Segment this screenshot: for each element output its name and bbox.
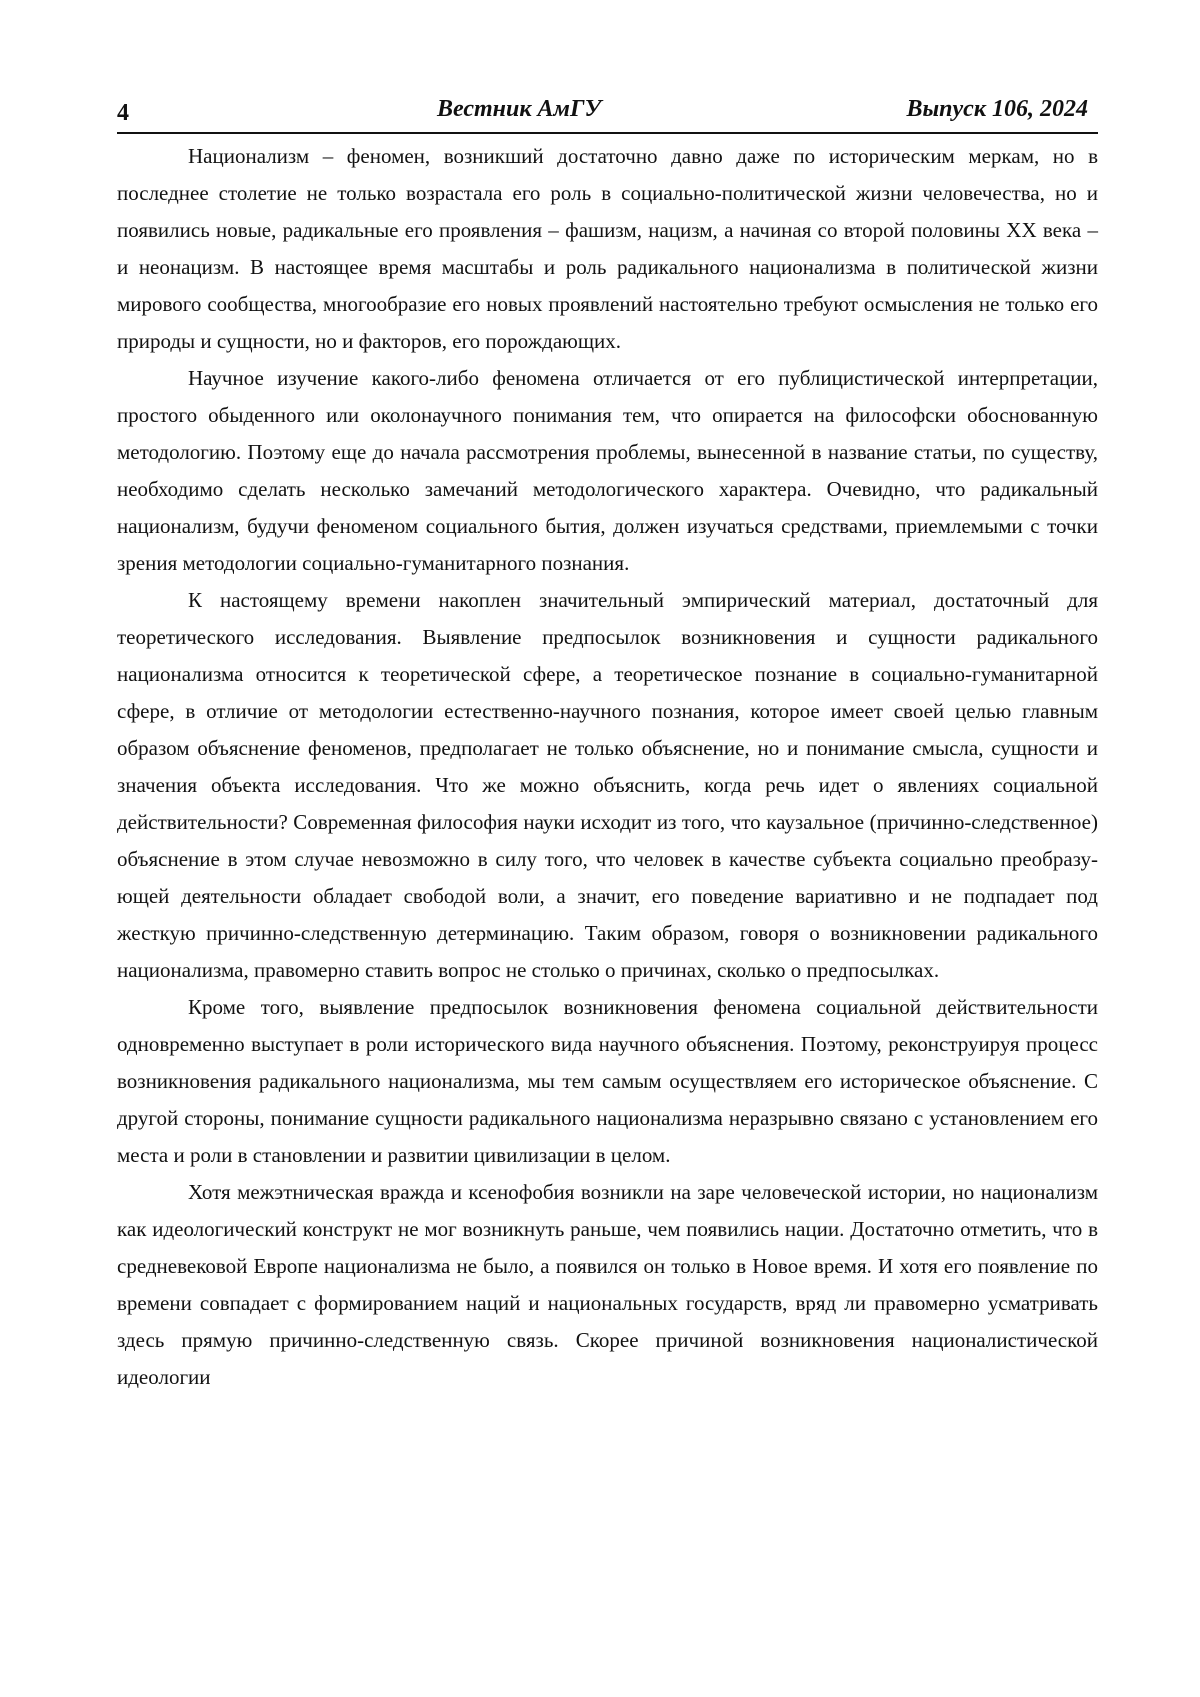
running-header (117, 88, 1098, 134)
paragraph: Хотя межэтническая вражда и ксенофобия возникли на заре человеческой истории, но национализм как идеологический конструкт не мог возникнуть раньше, чем появились нации. Достаточно отметить, что в средневековой Европе национализма не было, а появился он только в Новое время. И хотя его появление по времени совпадает с формированием наций и национальных государств, вряд ли правомерно усматривать здесь прямую причинно-следственную связь. Скорее причиной возникновения националистической идеологии (117, 1180, 1098, 1389)
document-page (117, 88, 1098, 1396)
paragraph: К настоящему времени накоплен значительный эмпирический материал, достаточный для теоретического исследования. Выявление предпосылок возникновения и сущности радикального национализма относится к теоретической сфере, а теоретическое познание в социально-гуманитарной сфере, в отличие от методологии естественно-научного познания, которое имеет своей целью главным образом объяснение феноменов, предполагает не только объяснение, но и понимание смысла, сущности и значения объекта исследования. Что же можно объяснить, когда речь идет о явлениях социальной действительности? Современная философия науки исходит из того, что каузальное (причинно-следственное) объяснение в этом случае невозможно в силу того, что человек в качестве субъекта социально преобразующей деятельности обладает свободой воли, а значит, его поведение вариативно и не подпадает под жесткую причинно-следственную детерминацию. Таким образом, говоря о возникновении радикального национализма, правомерно ставить вопрос не столько о причинах, сколько о предпосылках. (117, 588, 1098, 982)
paragraph: Кроме того, выявление предпосылок возникновения феномена социальной действительности одновременно выступает в роли исторического вида научного объяснения. Поэтому, реконструируя процесс возникновения радикального национализма, мы тем самым осуществляем его историческое объяснение. С другой стороны, понимание сущности радикального национализма неразрывно связано с установлением его места и роли в становлении и развитии цивилизации в целом. (117, 995, 1098, 1167)
page-number: 4 (117, 100, 129, 126)
issue-info: Выпуск 106, 2024 (906, 96, 1088, 122)
paragraph: Национализм – феномен, возникший достаточно давно даже по историческим меркам, но в последнее столетие не только возрастала его роль в социально-политической жизни человечества, но и появились новые, радикальные его проявления – фашизм, нацизм, а начиная со второй половины XX века – и неонацизм. В настоящее время масштабы и роль радикального национализма в политической жизни мирового сообщества, многообразие его новых проявлений настоятельно требуют осмысления не только его природы и сущности, но и факторов, его порождающих. (117, 144, 1098, 353)
article-body (117, 138, 1098, 1396)
paragraph: Научное изучение какого-либо феномена отличается от его публицистической интерпретации, простого обыденного или околонаучного понимания тем, что опирается на философски обоснованную методологию. Поэтому еще до начала рассмотрения проблемы, вынесенной в название статьи, по существу, необходимо сделать несколько замечаний методологического характера. Очевидно, что радикальный национализм, будучи феноменом социального бытия, должен изучаться средствами, приемлемыми с точки зрения методологии социально-гуманитарного познания. (117, 366, 1098, 575)
journal-title: Вестник АмГУ (437, 96, 602, 122)
